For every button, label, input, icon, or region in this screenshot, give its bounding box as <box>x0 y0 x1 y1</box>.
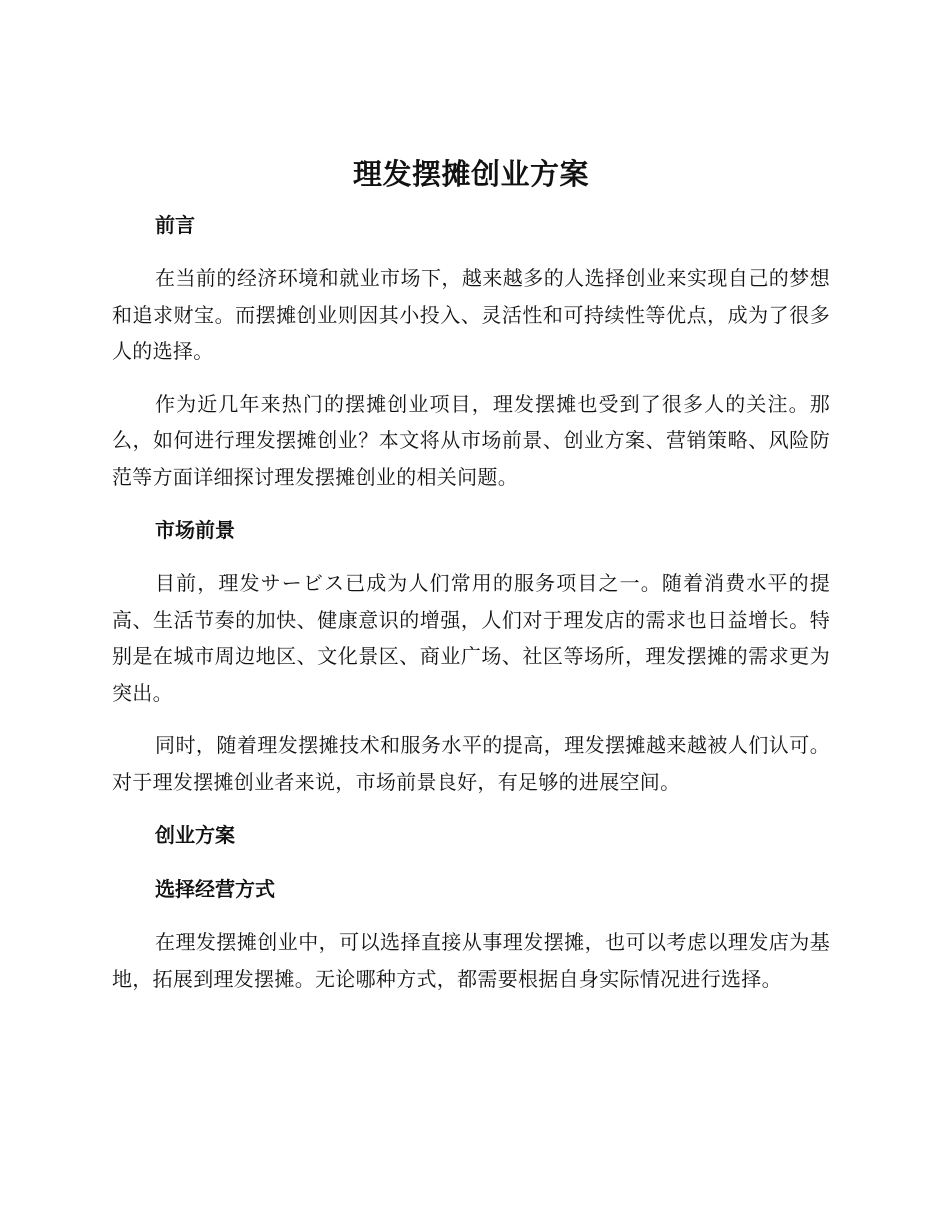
document-body <box>112 148 830 997</box>
section-heading-plan: 创业方案 <box>155 823 235 847</box>
paragraph: 在当前的经济环境和就业市场下，越来越多的人选择创业来实现自己的梦想和追求财宝。而摆摊创业则因其小投入、灵活性和可持续性等优点，成为了很多人的选择。 <box>112 266 830 363</box>
document-title: 理发摆摊创业方案 <box>352 157 589 191</box>
section-heading-market: 市场前景 <box>155 518 235 542</box>
paragraph: 目前，理发サービス已成为人们常用的服务项目之一。随着消费水平的提高、生活节奏的加快、健康意识的增强，人们对于理发店的需求也日益增长。特别是在城市周边地区、文化景区、商业广场、社区等场所，理发摆摊的需求更为突出。 <box>112 571 830 705</box>
paragraph: 同时，随着理发摆摊技术和服务水平的提高，理发摆摊越来越被人们认可。对于理发摆摊创业者来说，市场前景良好，有足够的进展空间。 <box>112 733 830 794</box>
section-heading-preface: 前言 <box>155 213 195 237</box>
paragraph: 在理发摆摊创业中，可以选择直接从事理发摆摊，也可以考虑以理发店为基地，拓展到理发摆摊。无论哪种方式，都需要根据自身实际情况进行选择。 <box>112 930 830 991</box>
paragraph: 作为近几年来热门的摆摊创业项目，理发摆摊也受到了很多人的关注。那么，如何进行理发摆摊创业？本文将从市场前景、创业方案、营销策略、风险防范等方面详细探讨理发摆摊创业的相关问题。 <box>112 391 830 489</box>
subsection-heading-business-mode: 选择经营方式 <box>155 877 275 901</box>
